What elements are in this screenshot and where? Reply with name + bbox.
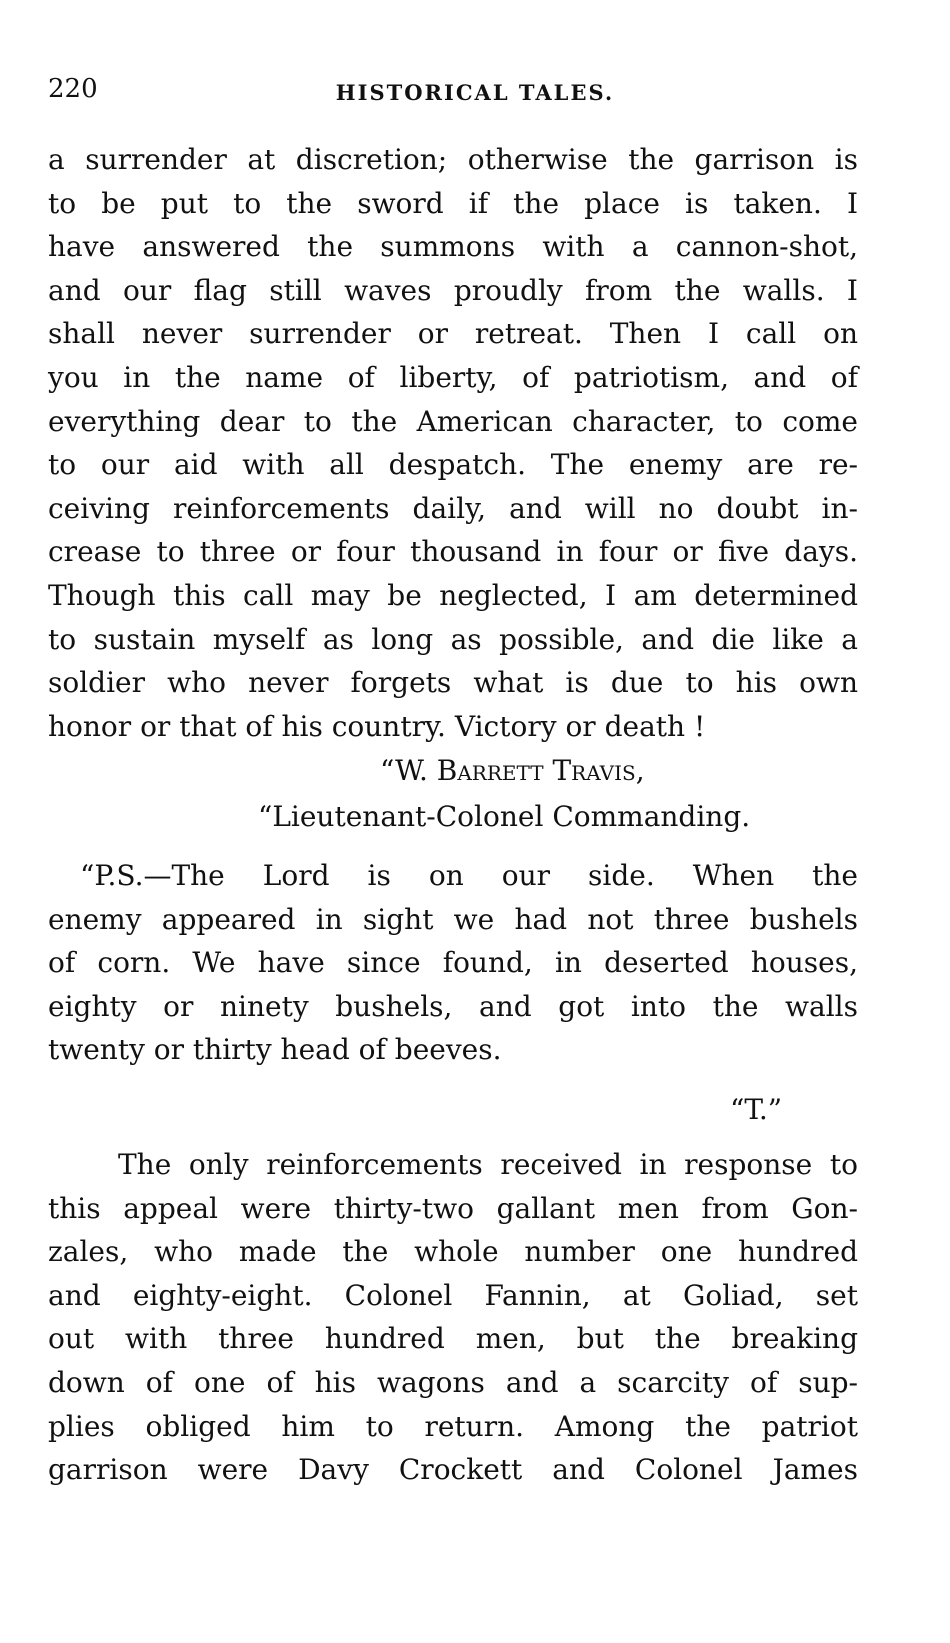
letter-line: honor or that of his country. Victory or death !: [48, 709, 706, 743]
letter-line: to be put to the sword if the place is taken. I: [48, 186, 858, 220]
letter-line: and our flag still waves proudly from the walls. I: [48, 273, 858, 307]
signature-name: “W. Barrett Travis,: [380, 754, 645, 787]
letter-line: Though this call may be neglected, I am determined: [48, 579, 858, 612]
letter-line: everything dear to the American character, to come: [48, 404, 858, 438]
running-title: HISTORICAL TALES.: [335, 80, 615, 105]
letter-line: have answered the summons with a cannon-shot,: [48, 230, 858, 264]
narrative-line: plies obliged him to return. Among the patriot: [48, 1409, 858, 1443]
postscript-line: eighty or ninety bushels, and got into the walls: [48, 989, 858, 1023]
letter-line: shall never surrender or retreat. Then I call on: [48, 317, 858, 351]
letter-line: you in the name of liberty, of patriotism, and of: [48, 361, 858, 394]
narrative-line: zales, who made the whole number one hundred: [48, 1235, 858, 1269]
narrative-line: down of one of his wagons and a scarcity of sup-: [48, 1366, 858, 1399]
narrative-line: and eighty-eight. Colonel Fannin, at Goliad, set: [48, 1278, 858, 1312]
narrative-line: The only reinforcements received in response to: [118, 1148, 858, 1181]
postscript-line: enemy appeared in sight we had not three bushels: [48, 902, 858, 936]
narrative-line: garrison were Davy Crockett and Colonel James: [48, 1453, 858, 1487]
postscript-line: “P.S.—The Lord is on our side. When the: [80, 859, 858, 892]
narrative-line: this appeal were thirty-two gallant men from Gon-: [48, 1191, 858, 1225]
letter-line: a surrender at discretion; otherwise the garrison is: [48, 143, 858, 176]
letter-line: crease to three or four thousand in four or five days.: [48, 535, 858, 569]
letter-line: to our aid with all despatch. The enemy are re-: [48, 448, 858, 482]
page-number: 220: [48, 74, 98, 104]
postscript-signature: “T.”: [730, 1093, 783, 1126]
postscript-line: of corn. We have since found, in deserted houses,: [48, 946, 858, 980]
signature-title: “Lieutenant-Colonel Commanding.: [258, 800, 751, 833]
letter-line: soldier who never forgets what is due to his own: [48, 666, 858, 700]
letter-line: ceiving reinforcements daily, and will no doubt in-: [48, 491, 858, 525]
letter-line: to sustain myself as long as possible, and die like a: [48, 622, 858, 656]
narrative-line: out with three hundred men, but the breaking: [48, 1322, 858, 1356]
postscript-line: twenty or thirty head of beeves.: [48, 1033, 502, 1067]
